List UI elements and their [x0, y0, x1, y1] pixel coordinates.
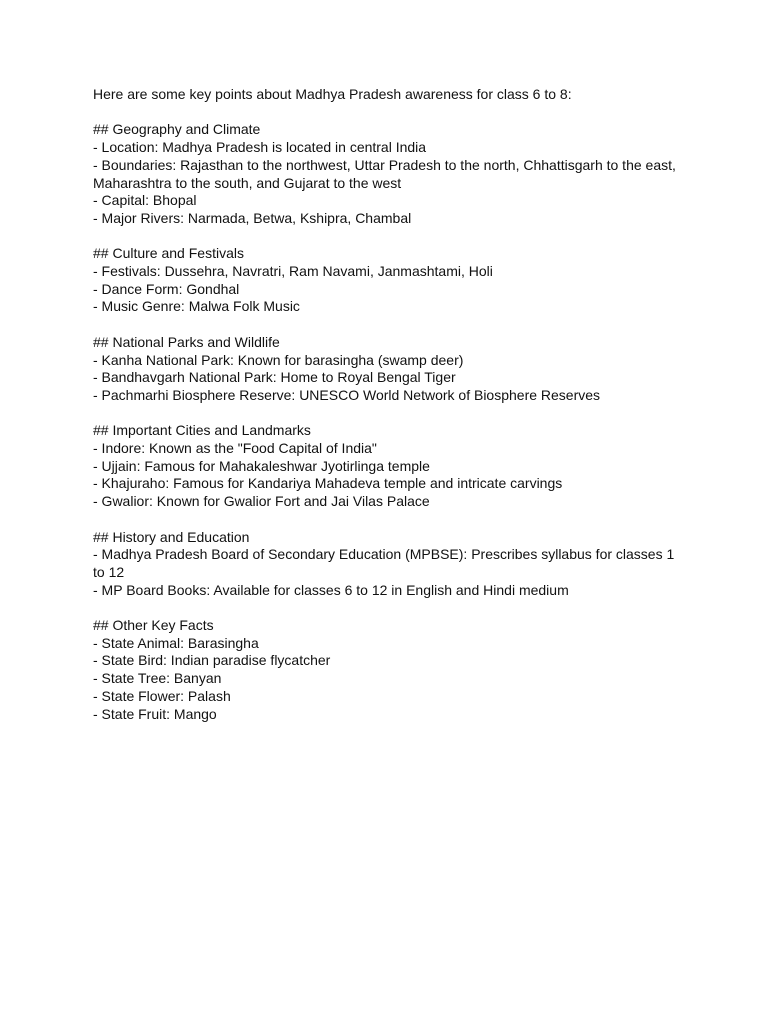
- list-item: - Location: Madhya Pradesh is located in central India: [93, 139, 427, 156]
- section-heading-history: ## History and Education: [93, 528, 250, 545]
- spacer: [93, 228, 683, 246]
- section-heading-parks: ## National Parks and Wildlife: [93, 333, 280, 350]
- list-item: - Capital: Bhopal: [93, 192, 197, 209]
- list-item: - Gwalior: Known for Gwalior Fort and Jai Vilas Palace: [93, 493, 430, 510]
- list-item: - MP Board Books: Available for classes 6 to 12 in English and Hindi medium: [93, 581, 569, 598]
- list-item: - Kanha National Park: Known for barasingha (swamp deer): [93, 351, 464, 368]
- list-item: - Ujjain: Famous for Mahakaleshwar Jyotirlinga temple: [93, 457, 430, 474]
- list-item: - Pachmarhi Biosphere Reserve: UNESCO World Network of Biosphere Reserves: [93, 386, 601, 403]
- section-heading-culture: ## Culture and Festivals: [93, 245, 244, 262]
- spacer: [93, 316, 683, 334]
- list-item: - Bandhavgarh National Park: Home to Royal Bengal Tiger: [93, 369, 456, 386]
- list-item: - Dance Form: Gondhal: [93, 280, 240, 297]
- list-item: - Major Rivers: Narmada, Betwa, Kshipra, Chambal: [93, 209, 412, 226]
- list-item: - State Animal: Barasingha: [93, 634, 259, 651]
- intro-text: Here are some key points about Madhya Pradesh awareness for class 6 to 8:: [93, 86, 572, 102]
- list-item: - State Bird: Indian paradise flycatcher: [93, 652, 331, 669]
- list-item: - Boundaries: Rajasthan to the northwest, Uttar Pradesh to the north, Chhattisgarh to the east, Maharashtra to the south, and Gujarat to the west: [93, 156, 676, 191]
- section-heading-cities: ## Important Cities and Landmarks: [93, 422, 311, 439]
- list-item: - Madhya Pradesh Board of Secondary Education (MPBSE): Prescribes syllabus for classes 1 to 12: [93, 546, 675, 580]
- list-item: - Indore: Known as the "Food Capital of India": [93, 440, 377, 456]
- list-item: - Khajuraho: Famous for Kandariya Mahadeva temple and intricate carvings: [93, 475, 563, 492]
- spacer: [93, 104, 683, 122]
- spacer: [93, 599, 683, 617]
- document-page: [93, 86, 683, 723]
- list-item: - State Fruit: Mango: [93, 705, 217, 722]
- section-heading-other-facts: ## Other Key Facts: [93, 617, 214, 633]
- spacer: [93, 511, 683, 529]
- list-item: - State Tree: Banyan: [93, 670, 222, 687]
- list-item: - Music Genre: Malwa Folk Music: [93, 298, 300, 315]
- list-item: - Festivals: Dussehra, Navratri, Ram Navami, Janmashtami, Holi: [93, 263, 493, 279]
- spacer: [93, 405, 683, 423]
- section-heading-geography: ## Geography and Climate: [93, 121, 261, 138]
- list-item: - State Flower: Palash: [93, 687, 231, 704]
